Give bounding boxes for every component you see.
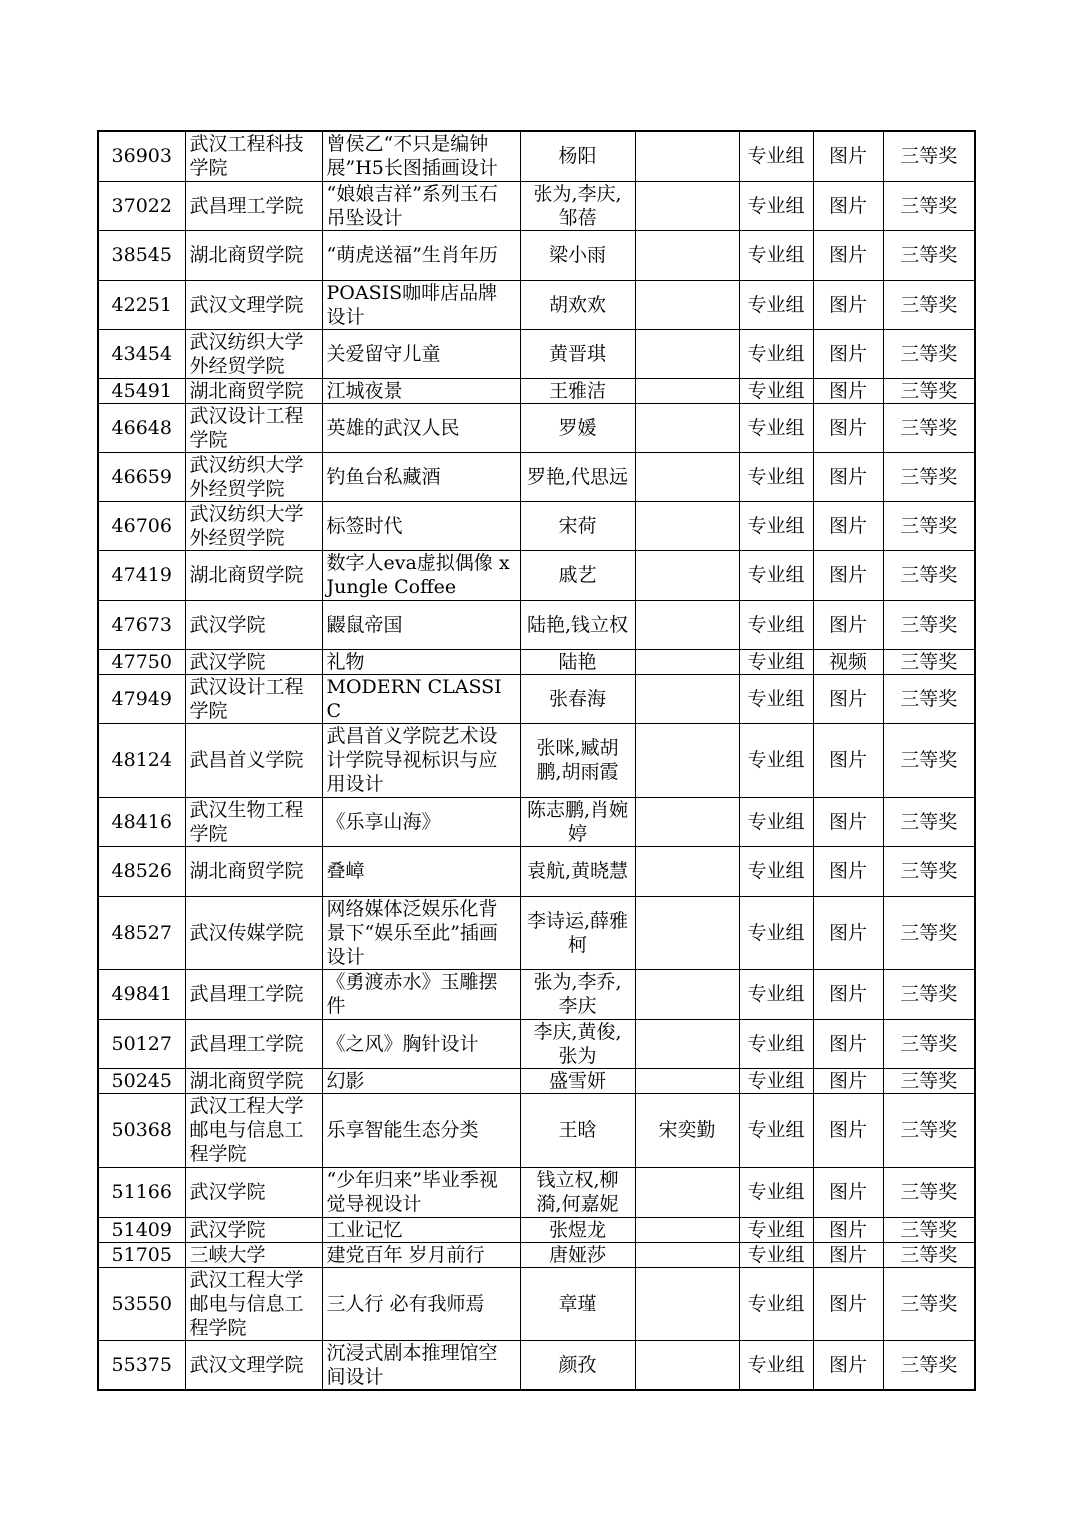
table-row — [98, 1217, 975, 1242]
school-cell: 三峡大学 — [185, 1242, 322, 1267]
table-row — [98, 403, 975, 452]
table-row — [98, 280, 975, 329]
advisor-cell — [635, 403, 739, 452]
advisor-cell — [635, 1340, 739, 1390]
table-row — [98, 501, 975, 550]
group-cell: 专业组 — [739, 501, 813, 550]
school-cell: 武汉传媒学院 — [185, 896, 322, 969]
award-cell: 三等奖 — [883, 896, 975, 969]
award-cell: 三等奖 — [883, 329, 975, 378]
group-cell: 专业组 — [739, 1217, 813, 1242]
school-cell: 武汉学院 — [185, 1167, 322, 1217]
work-title-cell: 叠嶂 — [322, 846, 520, 896]
advisor-cell — [635, 181, 739, 230]
group-cell: 专业组 — [739, 181, 813, 230]
table-row — [98, 230, 975, 280]
authors-cell: 陈志鹏,肖婉婷 — [520, 797, 635, 846]
work-id-cell: 51409 — [98, 1217, 185, 1242]
group-cell: 专业组 — [739, 649, 813, 674]
school-cell: 武汉学院 — [185, 649, 322, 674]
award-cell: 三等奖 — [883, 501, 975, 550]
table-row — [98, 329, 975, 378]
group-cell: 专业组 — [739, 452, 813, 501]
work-id-cell: 53550 — [98, 1267, 185, 1340]
group-cell: 专业组 — [739, 1019, 813, 1068]
school-cell: 武汉学院 — [185, 600, 322, 649]
award-cell: 三等奖 — [883, 1267, 975, 1340]
advisor-cell: 宋奕勤 — [635, 1093, 739, 1167]
advisor-cell — [635, 969, 739, 1019]
work-title-cell: 乐享智能生态分类 — [322, 1093, 520, 1167]
category-cell: 图片 — [813, 501, 883, 550]
group-cell: 专业组 — [739, 896, 813, 969]
authors-cell: 钱立权,柳漪,何嘉妮 — [520, 1167, 635, 1217]
school-cell: 湖北商贸学院 — [185, 230, 322, 280]
advisor-cell — [635, 501, 739, 550]
group-cell: 专业组 — [739, 969, 813, 1019]
school-cell: 武昌理工学院 — [185, 181, 322, 230]
authors-cell: 李诗运,薛雅柯 — [520, 896, 635, 969]
advisor-cell — [635, 378, 739, 403]
authors-cell: 张为,李乔,李庆 — [520, 969, 635, 1019]
work-title-cell: 幻影 — [322, 1068, 520, 1093]
authors-cell: 罗艳,代思远 — [520, 452, 635, 501]
group-cell: 专业组 — [739, 131, 813, 181]
category-cell: 图片 — [813, 181, 883, 230]
award-cell: 三等奖 — [883, 600, 975, 649]
award-cell: 三等奖 — [883, 1167, 975, 1217]
group-cell: 专业组 — [739, 1340, 813, 1390]
table-row — [98, 1340, 975, 1390]
advisor-cell — [635, 1267, 739, 1340]
school-cell: 武汉纺织大学外经贸学院 — [185, 329, 322, 378]
award-cell: 三等奖 — [883, 797, 975, 846]
advisor-cell — [635, 896, 739, 969]
group-cell: 专业组 — [739, 230, 813, 280]
category-cell: 图片 — [813, 1267, 883, 1340]
advisor-cell — [635, 797, 739, 846]
advisor-cell — [635, 230, 739, 280]
school-cell: 武昌首义学院 — [185, 723, 322, 797]
category-cell: 图片 — [813, 1019, 883, 1068]
authors-cell: 李庆,黄俊,张为 — [520, 1019, 635, 1068]
authors-cell: 盛雪妍 — [520, 1068, 635, 1093]
authors-cell: 张为,李庆,邹蓓 — [520, 181, 635, 230]
work-title-cell: 《勇渡赤水》玉雕摆件 — [322, 969, 520, 1019]
work-id-cell: 51166 — [98, 1167, 185, 1217]
work-title-cell: 江城夜景 — [322, 378, 520, 403]
category-cell: 图片 — [813, 600, 883, 649]
table-row — [98, 452, 975, 501]
school-cell: 武汉设计工程学院 — [185, 403, 322, 452]
category-cell: 图片 — [813, 1068, 883, 1093]
work-title-cell: 关爱留守儿童 — [322, 329, 520, 378]
work-id-cell: 46706 — [98, 501, 185, 550]
work-title-cell: 标签时代 — [322, 501, 520, 550]
award-cell: 三等奖 — [883, 550, 975, 600]
work-title-cell: 沉浸式剧本推理馆空间设计 — [322, 1340, 520, 1390]
award-cell: 三等奖 — [883, 1242, 975, 1267]
work-id-cell: 47750 — [98, 649, 185, 674]
advisor-cell — [635, 329, 739, 378]
advisor-cell — [635, 600, 739, 649]
group-cell: 专业组 — [739, 1093, 813, 1167]
award-cell: 三等奖 — [883, 181, 975, 230]
work-title-cell: 鼹鼠帝国 — [322, 600, 520, 649]
category-cell: 图片 — [813, 378, 883, 403]
table-row — [98, 1167, 975, 1217]
category-cell: 图片 — [813, 723, 883, 797]
category-cell: 图片 — [813, 280, 883, 329]
work-id-cell: 45491 — [98, 378, 185, 403]
group-cell: 专业组 — [739, 403, 813, 452]
work-id-cell: 50245 — [98, 1068, 185, 1093]
category-cell: 图片 — [813, 1217, 883, 1242]
work-id-cell: 50368 — [98, 1093, 185, 1167]
authors-cell: 王晗 — [520, 1093, 635, 1167]
group-cell: 专业组 — [739, 797, 813, 846]
work-title-cell: “少年归来”毕业季视觉导视设计 — [322, 1167, 520, 1217]
work-title-cell: 《之风》胸针设计 — [322, 1019, 520, 1068]
award-cell: 三等奖 — [883, 280, 975, 329]
table-body — [98, 131, 975, 1390]
table-row — [98, 378, 975, 403]
authors-cell: 颜孜 — [520, 1340, 635, 1390]
work-title-cell: MODERN CLASSIC — [322, 674, 520, 723]
category-cell: 图片 — [813, 131, 883, 181]
group-cell: 专业组 — [739, 1267, 813, 1340]
group-cell: 专业组 — [739, 329, 813, 378]
table-row — [98, 846, 975, 896]
category-cell: 图片 — [813, 230, 883, 280]
advisor-cell — [635, 280, 739, 329]
advisor-cell — [635, 723, 739, 797]
category-cell: 图片 — [813, 1093, 883, 1167]
award-cell: 三等奖 — [883, 1068, 975, 1093]
authors-cell: 章瑾 — [520, 1267, 635, 1340]
table-row — [98, 1242, 975, 1267]
table-row — [98, 550, 975, 600]
authors-cell: 袁航,黄晓慧 — [520, 846, 635, 896]
group-cell: 专业组 — [739, 550, 813, 600]
table-row — [98, 649, 975, 674]
table-row — [98, 1267, 975, 1340]
work-title-cell: “萌虎送福”生肖年历 — [322, 230, 520, 280]
work-id-cell: 47673 — [98, 600, 185, 649]
work-title-cell: 钓鱼台私藏酒 — [322, 452, 520, 501]
award-table — [97, 130, 976, 1391]
school-cell: 湖北商贸学院 — [185, 1068, 322, 1093]
advisor-cell — [635, 1019, 739, 1068]
work-title-cell: 《乐享山海》 — [322, 797, 520, 846]
work-id-cell: 55375 — [98, 1340, 185, 1390]
work-title-cell: 英雄的武汉人民 — [322, 403, 520, 452]
award-cell: 三等奖 — [883, 649, 975, 674]
category-cell: 视频 — [813, 649, 883, 674]
award-cell: 三等奖 — [883, 723, 975, 797]
work-id-cell: 47949 — [98, 674, 185, 723]
group-cell: 专业组 — [739, 600, 813, 649]
school-cell: 武汉文理学院 — [185, 280, 322, 329]
work-id-cell: 47419 — [98, 550, 185, 600]
work-id-cell: 48124 — [98, 723, 185, 797]
work-title-cell: 三人行 必有我师焉 — [322, 1267, 520, 1340]
school-cell: 武汉工程科技学院 — [185, 131, 322, 181]
work-title-cell: 网络媒体泛娱乐化背景下“娱乐至此”插画设计 — [322, 896, 520, 969]
work-id-cell: 49841 — [98, 969, 185, 1019]
advisor-cell — [635, 649, 739, 674]
category-cell: 图片 — [813, 1340, 883, 1390]
authors-cell: 陆艳 — [520, 649, 635, 674]
table-row — [98, 896, 975, 969]
authors-cell: 罗媛 — [520, 403, 635, 452]
work-id-cell: 42251 — [98, 280, 185, 329]
group-cell: 专业组 — [739, 723, 813, 797]
work-id-cell: 48527 — [98, 896, 185, 969]
work-id-cell: 48526 — [98, 846, 185, 896]
authors-cell: 胡欢欢 — [520, 280, 635, 329]
work-title-cell: “娘娘吉祥”系列玉石吊坠设计 — [322, 181, 520, 230]
group-cell: 专业组 — [739, 846, 813, 896]
work-title-cell: 数字人eva虚拟偶像 x Jungle Coffee — [322, 550, 520, 600]
group-cell: 专业组 — [739, 1242, 813, 1267]
category-cell: 图片 — [813, 550, 883, 600]
category-cell: 图片 — [813, 1167, 883, 1217]
award-cell: 三等奖 — [883, 674, 975, 723]
category-cell: 图片 — [813, 403, 883, 452]
authors-cell: 张春海 — [520, 674, 635, 723]
category-cell: 图片 — [813, 329, 883, 378]
award-cell: 三等奖 — [883, 969, 975, 1019]
school-cell: 武汉工程大学邮电与信息工程学院 — [185, 1267, 322, 1340]
table-row — [98, 1068, 975, 1093]
work-id-cell: 37022 — [98, 181, 185, 230]
category-cell: 图片 — [813, 1242, 883, 1267]
award-cell: 三等奖 — [883, 378, 975, 403]
advisor-cell — [635, 131, 739, 181]
category-cell: 图片 — [813, 452, 883, 501]
category-cell: 图片 — [813, 846, 883, 896]
school-cell: 武汉纺织大学外经贸学院 — [185, 501, 322, 550]
work-id-cell: 48416 — [98, 797, 185, 846]
advisor-cell — [635, 1217, 739, 1242]
table-row — [98, 797, 975, 846]
authors-cell: 杨阳 — [520, 131, 635, 181]
award-cell: 三等奖 — [883, 1019, 975, 1068]
advisor-cell — [635, 1167, 739, 1217]
authors-cell: 张煜龙 — [520, 1217, 635, 1242]
category-cell: 图片 — [813, 896, 883, 969]
work-title-cell: 礼物 — [322, 649, 520, 674]
table-row — [98, 1019, 975, 1068]
group-cell: 专业组 — [739, 378, 813, 403]
advisor-cell — [635, 1068, 739, 1093]
award-cell: 三等奖 — [883, 131, 975, 181]
authors-cell: 张咪,臧胡鹏,胡雨霞 — [520, 723, 635, 797]
table-row — [98, 181, 975, 230]
table-row — [98, 131, 975, 181]
award-cell: 三等奖 — [883, 1340, 975, 1390]
work-id-cell: 46659 — [98, 452, 185, 501]
table-row — [98, 674, 975, 723]
table-row — [98, 1093, 975, 1167]
award-cell: 三等奖 — [883, 1217, 975, 1242]
category-cell: 图片 — [813, 674, 883, 723]
advisor-cell — [635, 674, 739, 723]
advisor-cell — [635, 1242, 739, 1267]
award-cell: 三等奖 — [883, 452, 975, 501]
school-cell: 武昌理工学院 — [185, 969, 322, 1019]
school-cell: 武汉生物工程学院 — [185, 797, 322, 846]
work-title-cell: 武昌首义学院艺术设计学院导视标识与应用设计 — [322, 723, 520, 797]
table-row — [98, 969, 975, 1019]
authors-cell: 陆艳,钱立权 — [520, 600, 635, 649]
work-title-cell: POASIS咖啡店品牌设计 — [322, 280, 520, 329]
school-cell: 武汉文理学院 — [185, 1340, 322, 1390]
category-cell: 图片 — [813, 969, 883, 1019]
group-cell: 专业组 — [739, 674, 813, 723]
work-title-cell: 曾侯乙“不只是编钟展”H5长图插画设计 — [322, 131, 520, 181]
work-id-cell: 51705 — [98, 1242, 185, 1267]
school-cell: 湖北商贸学院 — [185, 378, 322, 403]
advisor-cell — [635, 550, 739, 600]
authors-cell: 黄晋琪 — [520, 329, 635, 378]
award-cell: 三等奖 — [883, 230, 975, 280]
authors-cell: 戚艺 — [520, 550, 635, 600]
group-cell: 专业组 — [739, 1167, 813, 1217]
table-row — [98, 600, 975, 649]
school-cell: 武昌理工学院 — [185, 1019, 322, 1068]
award-cell: 三等奖 — [883, 403, 975, 452]
advisor-cell — [635, 452, 739, 501]
work-id-cell: 36903 — [98, 131, 185, 181]
school-cell: 湖北商贸学院 — [185, 550, 322, 600]
authors-cell: 王雅洁 — [520, 378, 635, 403]
authors-cell: 梁小雨 — [520, 230, 635, 280]
work-title-cell: 工业记忆 — [322, 1217, 520, 1242]
authors-cell: 唐娅莎 — [520, 1242, 635, 1267]
award-cell: 三等奖 — [883, 1093, 975, 1167]
group-cell: 专业组 — [739, 280, 813, 329]
work-id-cell: 46648 — [98, 403, 185, 452]
school-cell: 武汉设计工程学院 — [185, 674, 322, 723]
school-cell: 武汉学院 — [185, 1217, 322, 1242]
work-id-cell: 50127 — [98, 1019, 185, 1068]
school-cell: 武汉纺织大学外经贸学院 — [185, 452, 322, 501]
school-cell: 武汉工程大学邮电与信息工程学院 — [185, 1093, 322, 1167]
group-cell: 专业组 — [739, 1068, 813, 1093]
table-row — [98, 723, 975, 797]
category-cell: 图片 — [813, 797, 883, 846]
work-id-cell: 38545 — [98, 230, 185, 280]
school-cell: 湖北商贸学院 — [185, 846, 322, 896]
advisor-cell — [635, 846, 739, 896]
work-id-cell: 43454 — [98, 329, 185, 378]
award-cell: 三等奖 — [883, 846, 975, 896]
authors-cell: 宋荷 — [520, 501, 635, 550]
work-title-cell: 建党百年 岁月前行 — [322, 1242, 520, 1267]
